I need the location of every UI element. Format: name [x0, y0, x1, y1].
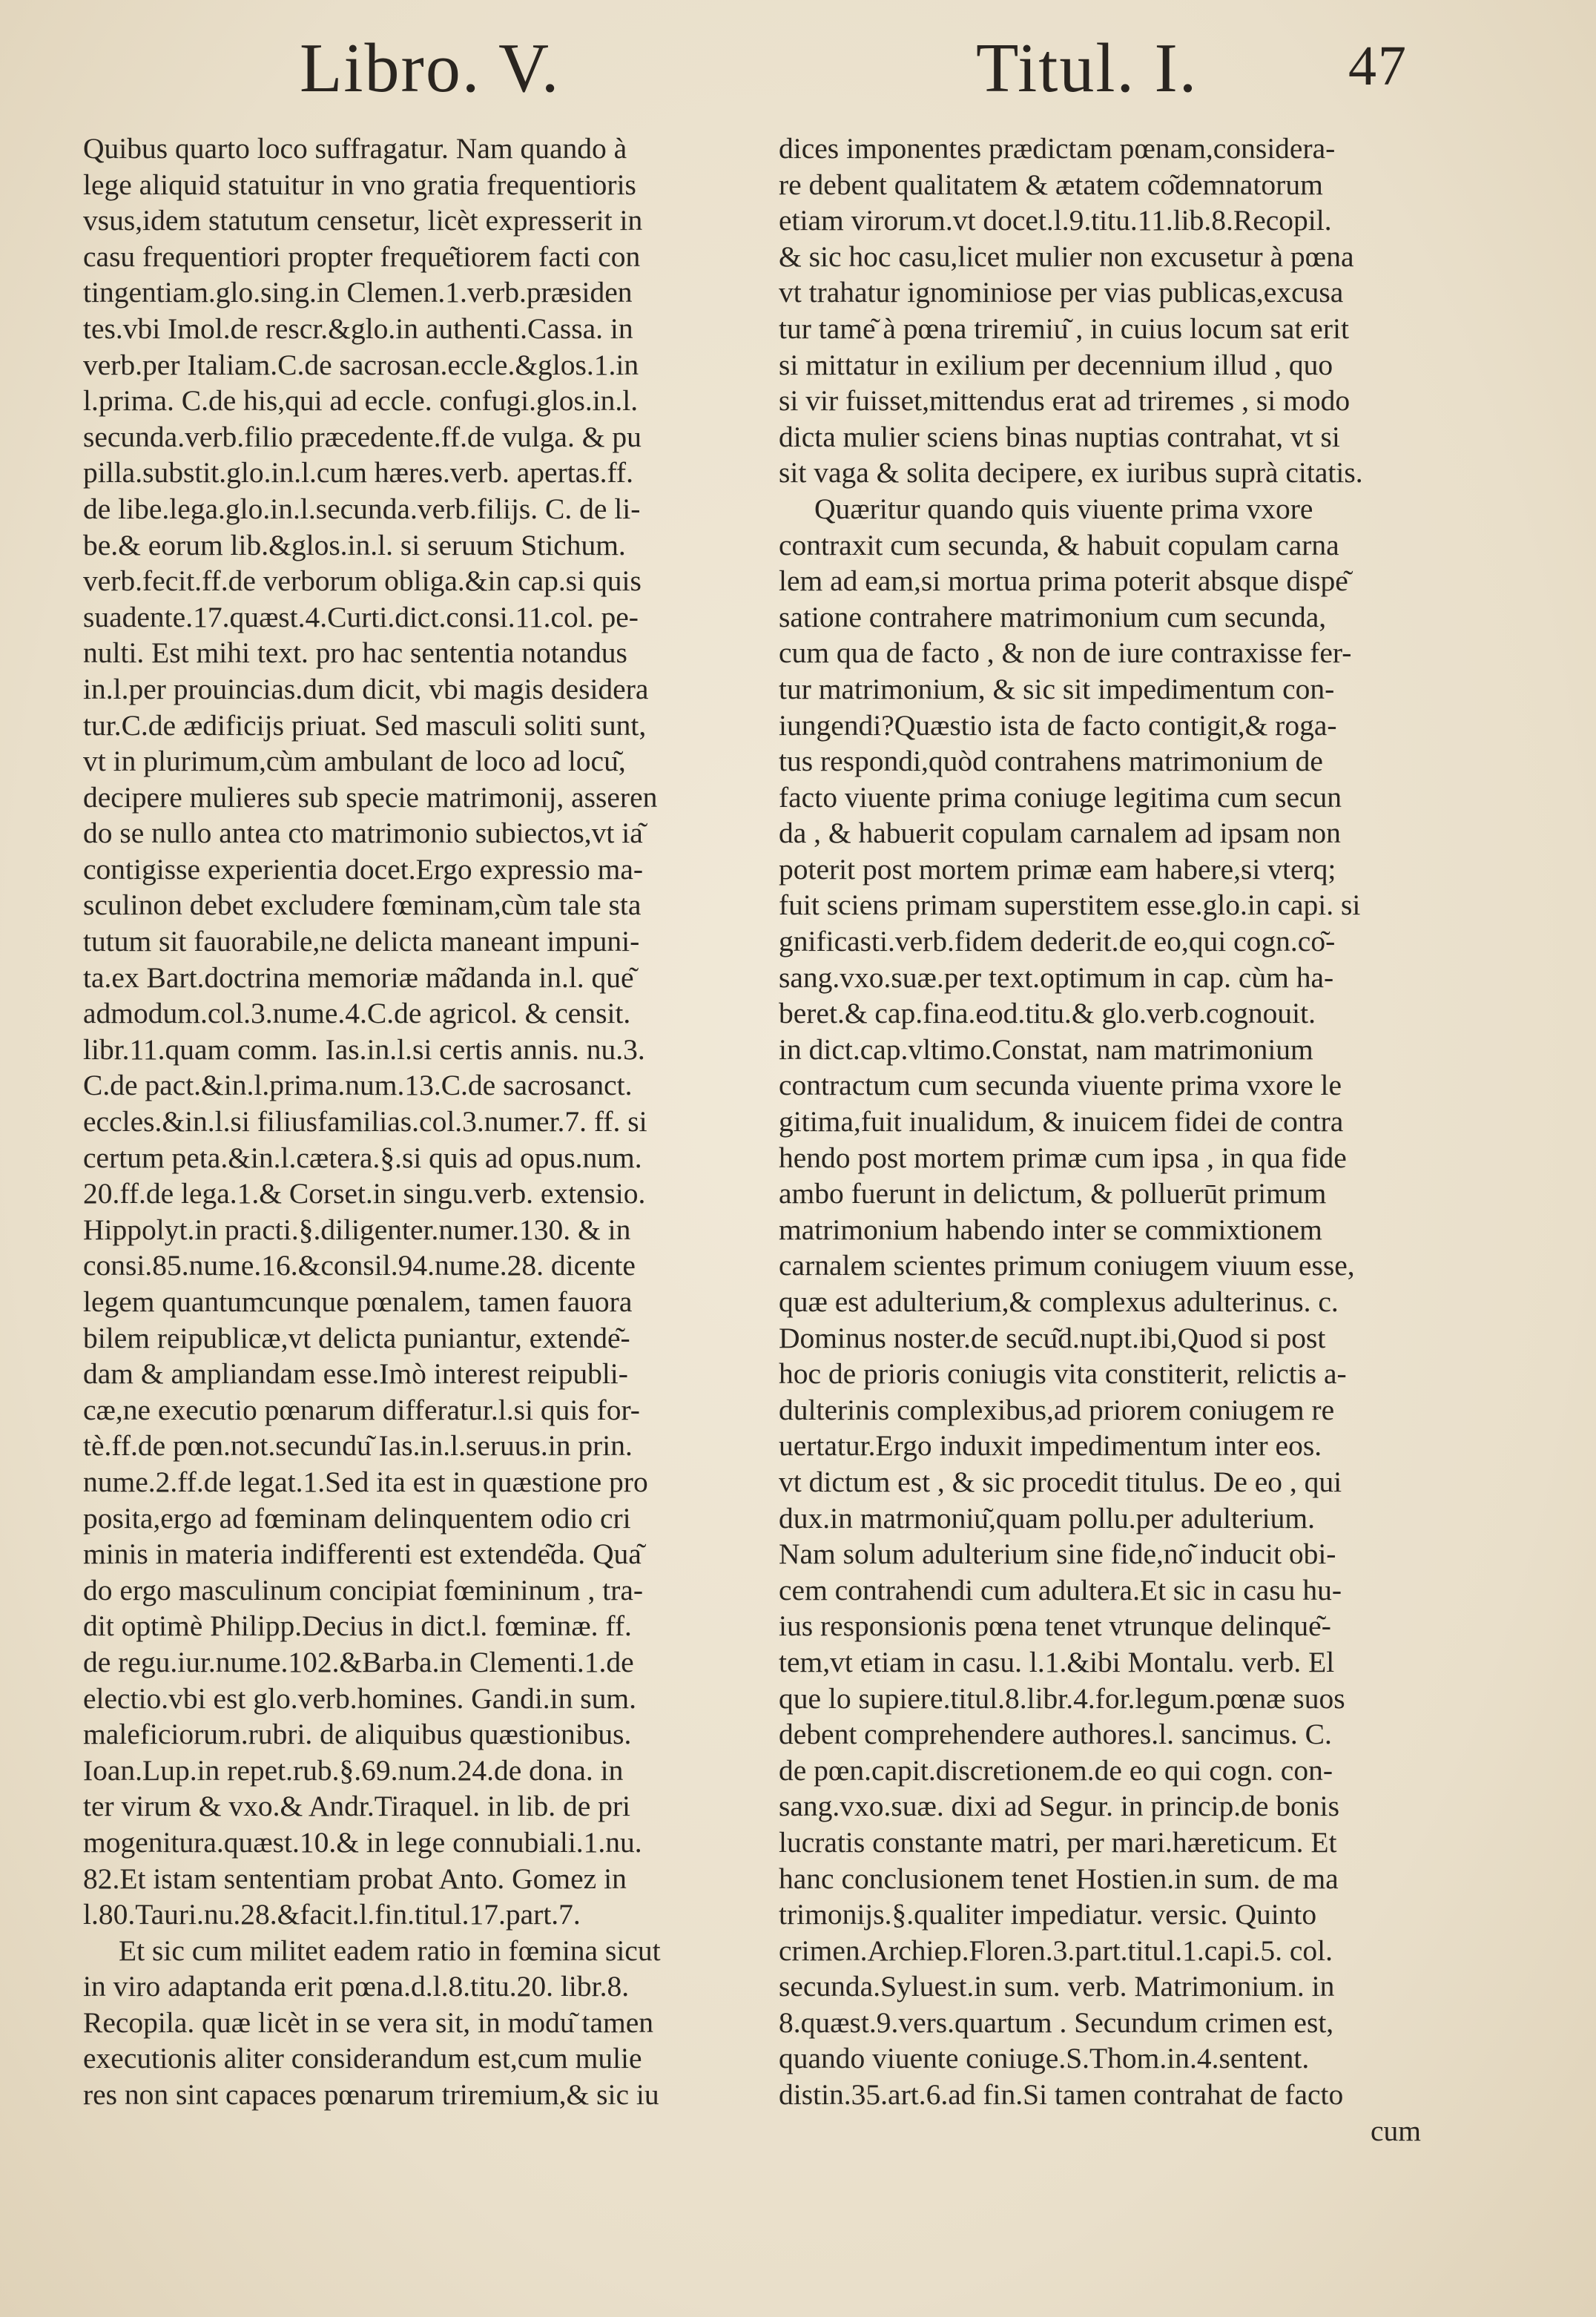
- text-line: dices imponentes prædictam pœnam,considera-: [779, 132, 1336, 165]
- text-line: 20.ff.de lega.1.& Corset.in singu.verb. extensio.: [83, 1177, 646, 1210]
- text-line: vt trahatur ignominiose per vias publicas,excusa: [779, 276, 1344, 309]
- text-line: facto viuente prima coniuge legitima cum secun: [779, 780, 1342, 814]
- text-line: be.& eorum lib.&glos.in.l. si seruum Stichum.: [83, 528, 626, 561]
- text-line: tè.ff.de pœn.not.secundu͂ Ias.in.l.seruus.in prin.: [83, 1429, 633, 1463]
- text-line: quæ est adulterium,& complexus adulterinus. c.: [779, 1285, 1339, 1318]
- text-line: dulterinis complexibus,ad priorem coniugem re: [779, 1393, 1335, 1426]
- text-line: contigisse experientia docet.Ergo expressio ma-: [83, 852, 644, 886]
- text-line: de libe.lega.glo.in.l.secunda.verb.filijs. C. de li-: [83, 492, 641, 525]
- text-line: de regu.iur.nume.102.&Barba.in Clementi.1.de: [83, 1645, 634, 1678]
- text-line: tes.vbi Imol.de rescr.&glo.in authenti.Cassa. in: [83, 312, 633, 345]
- text-line: admodum.col.3.nume.4.C.de agricol. & censit.: [83, 997, 631, 1030]
- text-line: eccles.&in.l.si filiusfamilias.col.3.numer.7. ff. si: [83, 1105, 647, 1138]
- text-line: l.prima. C.de his,qui ad eccle. confugi.glos.in.l.: [83, 384, 639, 418]
- text-line: dux.in matrmoniu͂,quam pollu.per adulterium.: [779, 1501, 1315, 1535]
- text-line: suadente.17.quæst.4.Curti.dict.consi.11.col. pe-: [83, 600, 639, 633]
- text-line: trimonijs.§.qualiter impediatur. versic. Quinto: [779, 1898, 1317, 1931]
- text-line: fuit sciens primam superstitem esse.glo.in capi. si: [779, 889, 1361, 922]
- text-line: sang.vxo.suæ. dixi ad Segur. in princip.de bonis: [779, 1790, 1339, 1823]
- text-line: uertatur.Ergo induxit impedimentum inter eos.: [779, 1429, 1322, 1463]
- text-line: consi.85.nume.16.&consil.94.nume.28. dicente: [83, 1249, 636, 1282]
- text-line: hoc de prioris coniugis vita constiterit, relictis a-: [779, 1357, 1347, 1391]
- text-line: nume.2.ff.de legat.1.Sed ita est in quæstione pro: [83, 1465, 648, 1498]
- text-line: gnificasti.verb.fidem dederit.de eo,qui cogn.co͂-: [779, 925, 1336, 958]
- text-line: Quibus quarto loco suffragatur. Nam quando à: [83, 132, 627, 165]
- left-column: [83, 131, 734, 2113]
- text-line: certum peta.&in.l.cætera.§.si quis ad opus.num.: [83, 1141, 642, 1174]
- text-line: verb.fecit.ff.de verborum obliga.&in cap.si quis: [83, 564, 642, 598]
- running-header: [0, 22, 1596, 119]
- text-line: pilla.substit.glo.in.l.cum hæres.verb. apertas.ff.: [83, 456, 633, 490]
- text-line: tutum sit fauorabile,ne delicta maneant impuni-: [83, 925, 640, 958]
- text-line: ambo fuerunt in delictum, & polluerūt primum: [779, 1177, 1327, 1210]
- text-line: contraxit cum secunda, & habuit copulam carna: [779, 528, 1339, 561]
- text-line: tus respondi,quòd contrahens matrimonium de: [779, 745, 1323, 778]
- text-line: vt in plurimum,cùm ambulant de loco ad locu͂,: [83, 745, 626, 778]
- text-line: sit vaga & solita decipere, ex iuribus suprà citatis.: [779, 456, 1363, 490]
- text-line: dam & ampliandam esse.Imò interest reipubli-: [83, 1357, 628, 1391]
- text-line: cum qua de facto , & non de iure contraxisse fer-: [779, 636, 1352, 670]
- text-line: do ergo masculinum concipiat fœmininum , tra-: [83, 1573, 644, 1606]
- text-line: sculinon debet excludere fœminam,cùm tale sta: [83, 889, 642, 922]
- text-line: cæ,ne executio pœnarum differatur.l.si quis for-: [83, 1393, 640, 1426]
- text-line: da , & habuerit copulam carnalem ad ipsam non: [779, 817, 1341, 850]
- text-line: 82.Et istam sententiam probat Anto. Gomez in: [83, 1862, 627, 1895]
- text-line: vt dictum est , & sic procedit titulus. De eo , qui: [779, 1465, 1342, 1498]
- text-line: minis in materia indifferenti est extende͂da. Qua͂: [83, 1537, 642, 1571]
- text-line: lucratis constante matri, per mari.hæreticum. Et: [779, 1825, 1337, 1859]
- text-line: secunda.verb.filio præcedente.ff.de vulga. & pu: [83, 420, 642, 453]
- text-line: sang.vxo.suæ.per text.optimum in cap. cùm ha-: [779, 960, 1334, 994]
- text-line: beret.& cap.fina.eod.titu.& glo.verb.cognouit.: [779, 997, 1316, 1030]
- text-line: Recopila. quæ licèt in se vera sit, in modu͂ tamen: [83, 2005, 653, 2039]
- text-line: secunda.Syluest.in sum. verb. Matrimonium. in: [779, 1970, 1335, 2003]
- text-line: lege aliquid statuitur in vno gratia frequentioris: [83, 168, 636, 201]
- text-line: & sic hoc casu,licet mulier non excusetur à pœna: [779, 240, 1354, 273]
- text-line: in.l.per prouincias.dum dicit, vbi magis desidera: [83, 672, 649, 705]
- text-line: C.de pact.&in.l.prima.num.13.C.de sacrosanct.: [83, 1069, 633, 1102]
- text-line: si vir fuisset,mittendus erat ad triremes , si modo: [779, 384, 1351, 418]
- text-line: que lo supiere.titul.8.libr.4.for.legum.pœnæ suos: [779, 1681, 1345, 1715]
- text-line: ius responsionis pœna tenet vtrunque delinque͂-: [779, 1609, 1331, 1643]
- text-line: de pœn.capit.discretionem.de eo qui cogn. con-: [779, 1753, 1333, 1787]
- text-line: bilem reipublicæ,vt delicta puniantur, extende͂-: [83, 1321, 630, 1354]
- text-line: in viro adaptanda erit pœna.d.l.8.titu.20. libr.8.: [83, 1970, 630, 2003]
- text-line: l.80.Tauri.nu.28.&facit.l.fin.titul.17.part.7.: [83, 1898, 581, 1931]
- text-line: tur tame͂ à pœna triremiu͂ , in cuius locum sat erit: [779, 312, 1349, 345]
- text-line: mogenitura.quæst.10.& in lege connubiali.1.nu.: [83, 1825, 642, 1859]
- text-line: Ioan.Lup.in repet.rub.§.69.num.24.de dona. in: [83, 1753, 624, 1787]
- text-line: poterit post mortem primæ eam habere,si vterq;: [779, 852, 1336, 886]
- text-line: Quæritur quando quis viuente prima vxore: [814, 492, 1313, 525]
- text-line: re debent qualitatem & ætatem co͂demnatorum: [779, 168, 1323, 201]
- text-line: decipere mulieres sub specie matrimonij, asseren: [83, 780, 658, 814]
- text-line: carnalem scientes primum coniugem viuum esse,: [779, 1249, 1355, 1282]
- text-line: posita,ergo ad fœminam delinquentem odio cri: [83, 1501, 631, 1535]
- text-line: tur matrimonium, & sic sit impedimentum con-: [779, 672, 1335, 705]
- text-line: cem contrahendi cum adultera.Et sic in casu hu-: [779, 1573, 1342, 1606]
- text-line: etiam virorum.vt docet.l.9.titu.11.lib.8.Recopil.: [779, 204, 1332, 237]
- text-line: executionis aliter considerandum est,cum mulie: [83, 2042, 642, 2075]
- text-line: hendo post mortem primæ cum ipsa , in qua fide: [779, 1141, 1347, 1174]
- text-line: gitima,fuit inualidum, & inuicem fidei de contra: [779, 1105, 1344, 1138]
- text-line: debent comprehendere authores.l. sancimus. C.: [779, 1718, 1332, 1751]
- text-line: nulti. Est mihi text. pro hac sententia notandus: [83, 636, 627, 670]
- text-line: iungendi?Quæstio ista de facto contigit,& roga-: [779, 708, 1337, 742]
- text-line: tingentiam.glo.sing.in Clemen.1.verb.præsiden: [83, 276, 633, 309]
- text-line: casu frequentiori propter freque͂tiorem facti con: [83, 240, 641, 273]
- right-column: [779, 131, 1424, 2149]
- text-line: vsus,idem statutum censetur, licèt expresserit in: [83, 204, 643, 237]
- text-line: Hippolyt.in practi.§.diligenter.numer.130. & in: [83, 1213, 631, 1246]
- text-line: dit optimè Philipp.Decius in dict.l. fœminæ. ff.: [83, 1609, 632, 1643]
- text-line: quando viuente coniuge.S.Thom.in.4.sentent.: [779, 2042, 1310, 2075]
- text-line: electio.vbi est glo.verb.homines. Gandi.in sum.: [83, 1681, 636, 1715]
- text-line: Nam solum adulterium sine fide,no͂ inducit obi-: [779, 1537, 1336, 1571]
- text-line: ter virum & vxo.& Andr.Tiraquel. in lib. de pri: [83, 1790, 631, 1823]
- text-line: Dominus noster.de secu͂d.nupt.ibi,Quod si post: [779, 1321, 1326, 1354]
- text-line: lem ad eam,si mortua prima poterit absque dispe͂: [779, 564, 1348, 598]
- page-number: 47: [1348, 35, 1408, 97]
- catchword: cum: [1370, 2114, 1421, 2147]
- text-line: do se nullo antea cto matrimonio subiectos,vt ia͂: [83, 817, 643, 850]
- text-line: satione contrahere matrimonium cum secunda,: [779, 600, 1327, 633]
- text-line: hanc conclusionem tenet Hostien.in sum. de ma: [779, 1862, 1339, 1895]
- text-line: crimen.Archiep.Floren.3.part.titul.1.capi.5. col.: [779, 1934, 1333, 1967]
- header-title: Titul. I.: [976, 30, 1198, 107]
- text-line: res non sint capaces pœnarum triremium,& sic iu: [83, 2078, 659, 2112]
- text-line: dicta mulier sciens binas nuptias contrahat, vt si: [779, 420, 1340, 453]
- text-line: ta.ex Bart.doctrina memoriæ ma͂danda in.l. que͂: [83, 960, 634, 994]
- text-line: si mittatur in exilium per decennium illud , quo: [779, 348, 1333, 381]
- text-line: verb.per Italiam.C.de sacrosan.eccle.&glos.1.in: [83, 348, 639, 381]
- text-line: in dict.cap.vltimo.Constat, nam matrimonium: [779, 1032, 1313, 1066]
- header-book: Libro. V.: [300, 30, 561, 107]
- text-line: legem quantumcunque pœnalem, tamen fauora: [83, 1285, 633, 1318]
- text-line: libr.11.quam comm. Ias.in.l.si certis annis. nu.3.: [83, 1032, 645, 1066]
- text-line: Et sic cum militet eadem ratio in fœmina sicut: [119, 1934, 661, 1967]
- text-line: maleficiorum.rubri. de aliquibus quæstionibus.: [83, 1718, 632, 1751]
- text-line: distin.35.art.6.ad fin.Si tamen contrahat de facto: [779, 2078, 1344, 2112]
- text-line: tur.C.de ædificijs priuat. Sed masculi soliti sunt,: [83, 708, 647, 742]
- text-line: matrimonium habendo inter se commixtionem: [779, 1213, 1322, 1246]
- text-line: tem,vt etiam in casu. l.1.&ibi Montalu. verb. El: [779, 1645, 1335, 1678]
- text-line: 8.quæst.9.vers.quartum . Secundum crimen est,: [779, 2005, 1334, 2039]
- text-line: contractum cum secunda viuente prima vxore le: [779, 1069, 1342, 1102]
